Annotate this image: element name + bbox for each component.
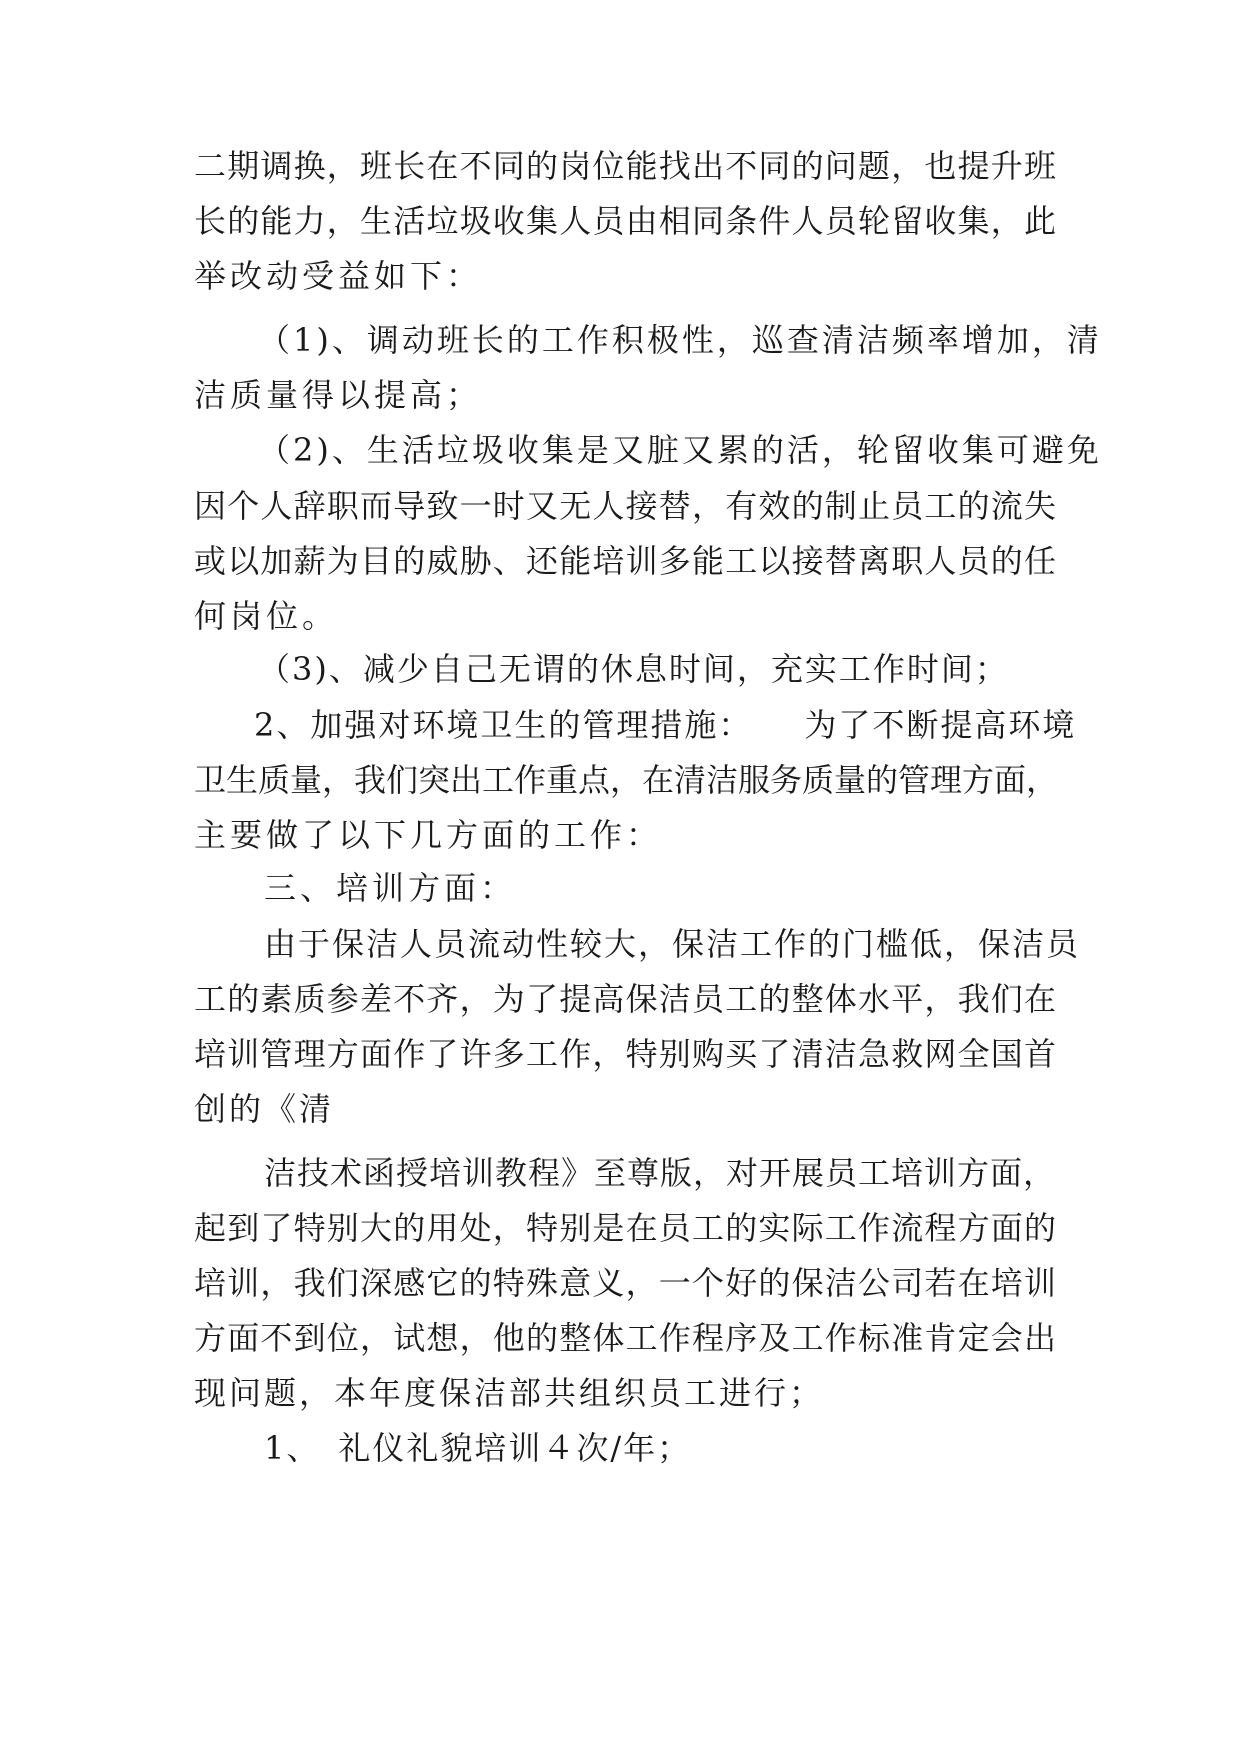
section-line: 2、加强对环境卫生的管理措施： 为了不断提高环境: [254, 706, 1077, 744]
list-item-line: 何岗位。: [194, 597, 339, 635]
paragraph-line: 方面不到位，试想，他的整体工作程序及工作标准肯定会出: [194, 1319, 1056, 1357]
list-item-line: （3)、减少自己无谓的休息时间，充实工作时间；: [258, 650, 1009, 688]
list-item-line: 或以加薪为目的威胁、还能培训多能工以接替离职人员的任: [194, 542, 1056, 580]
paragraph-line: 工的素质参差不齐，为了提高保洁员工的整体水平，我们在: [194, 980, 1056, 1018]
paragraph-line: 二期调换，班长在不同的岗位能找出不同的问题，也提升班: [194, 147, 1056, 185]
paragraph-line: 培训，我们深感它的特殊意义，一个好的保洁公司若在培训: [194, 1264, 1056, 1302]
paragraph-line: 长的能力，生活垃圾收集人员由相同条件人员轮留收集，此: [194, 202, 1056, 240]
section-heading: 三、培训方面：: [264, 869, 517, 907]
paragraph-line: 洁技术函授培训教程》至尊版，对开展员工培训方面，: [264, 1154, 1057, 1192]
paragraph-line: 由于保洁人员流动性较大，保洁工作的门槛低，保洁员: [264, 925, 1081, 963]
paragraph-line: 起到了特别大的用处，特别是在员工的实际工作流程方面的: [194, 1209, 1056, 1247]
paragraph-line: 培训管理方面作了许多工作，特别购买了清洁急救网全国首: [194, 1035, 1056, 1073]
list-item-line: （2)、生活垃圾收集是又脏又累的活，轮留收集可避免: [258, 431, 1102, 469]
list-item-line: （1)、调动班长的工作积极性，巡查清洁频率增加，清: [258, 321, 1102, 359]
paragraph-line: 创的《清: [194, 1090, 335, 1128]
section-line: 主要做了以下几方面的工作：: [194, 816, 663, 854]
list-item-line: 洁质量得以提高；: [194, 376, 483, 414]
list-item-line: 1、 礼仪礼貌培训４次/年；: [264, 1429, 692, 1467]
paragraph-line: 举改动受益如下：: [194, 257, 483, 295]
section-line: 卫生质量，我们突出工作重点，在清洁服务质量的管理方面，: [194, 761, 1059, 799]
paragraph-line: 现问题，本年度保洁部共组织员工进行；: [194, 1374, 825, 1412]
list-item-line: 因个人辞职而导致一时又无人接替，有效的制止员工的流失: [194, 487, 1056, 525]
